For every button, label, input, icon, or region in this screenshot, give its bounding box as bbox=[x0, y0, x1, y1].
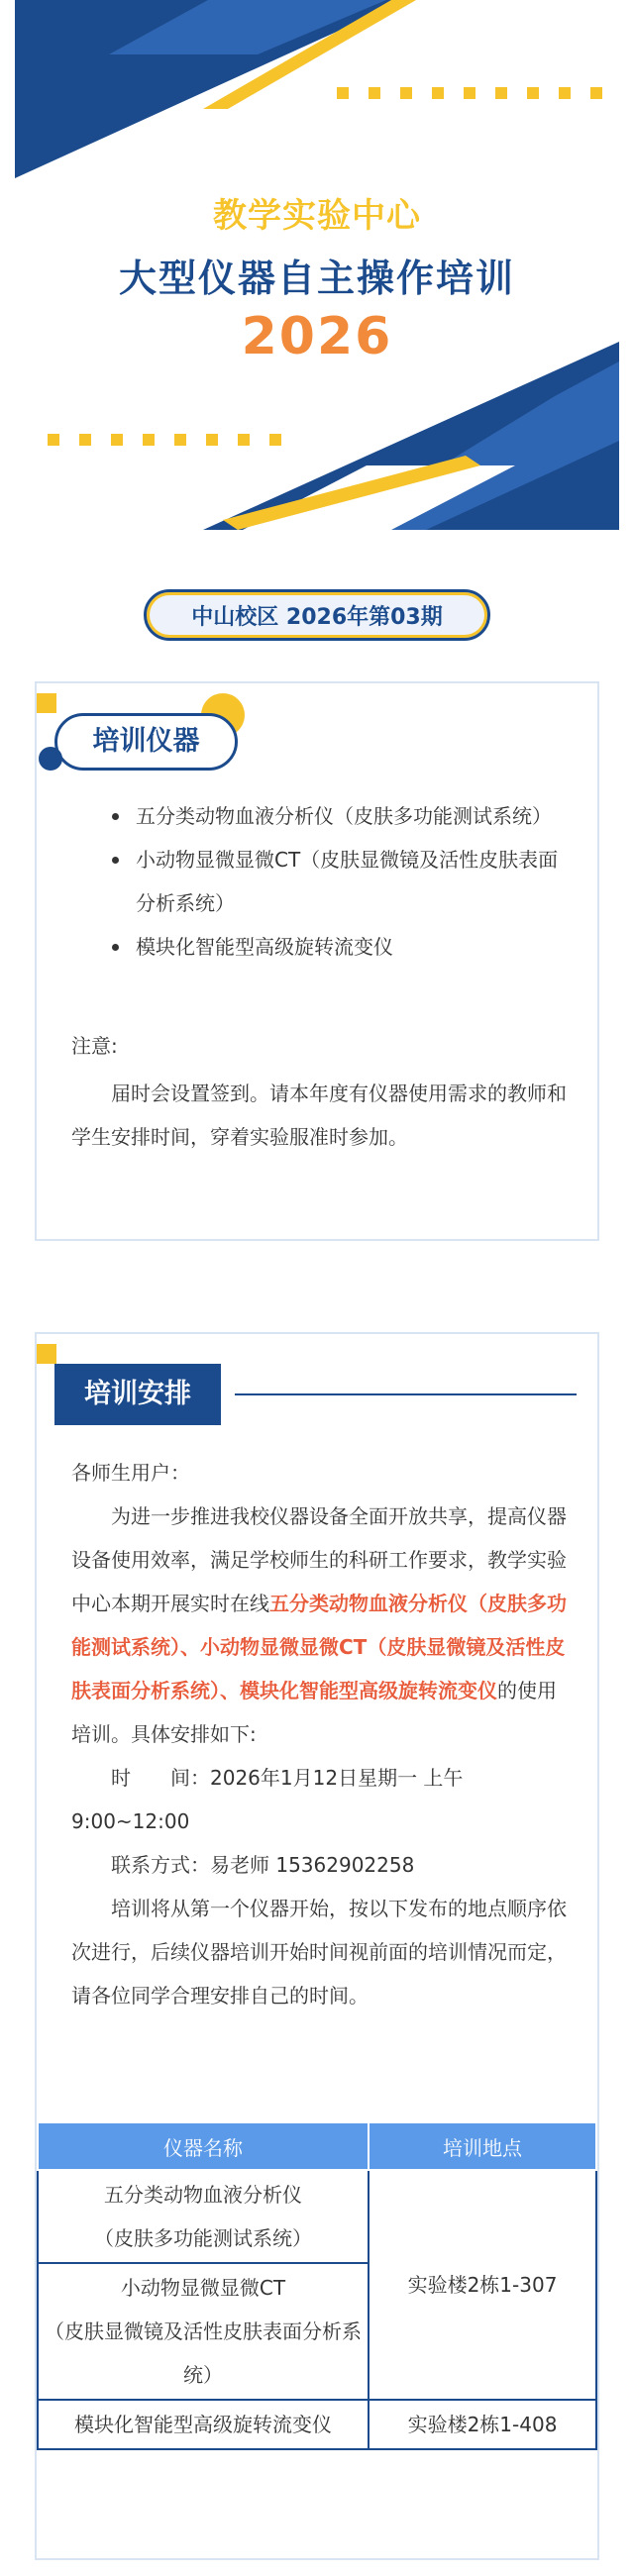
arrangement-card bbox=[35, 1332, 599, 2560]
header-banner bbox=[0, 0, 634, 555]
arrangement-body bbox=[71, 1451, 567, 2017]
instrument-list bbox=[106, 794, 572, 969]
center-title: 教学实验中心 bbox=[213, 196, 421, 236]
section-title-arrangement: 培训安排 bbox=[54, 1364, 221, 1425]
intro-text-end: 的使用培训。具体安排如下: bbox=[71, 1679, 557, 1746]
list-item: 模块化智能型高级旋转流变仪 bbox=[106, 925, 572, 969]
order-text: 培训将从第一个仪器开始，按以下发布的地点顺序依次进行，后续仪器培训开始时间视前面的培训情况而定，请各位同学合理安排自己的时间。 bbox=[71, 1897, 567, 2008]
intro-paragraph bbox=[71, 1494, 567, 1756]
table-cell: 模块化智能型高级旋转流变仪 bbox=[38, 2400, 369, 2449]
decor-square bbox=[37, 1344, 56, 1364]
table-cell: 实验楼2栋1-307 bbox=[369, 2170, 596, 2400]
intro-text: 为进一步推进我校仪器设备全面开放共享，提高仪器设备使用效率，满足学校师生的科研工作要求，教学实验中心本期开展实时在线 bbox=[71, 1504, 567, 1615]
year-title: 2026 bbox=[241, 307, 393, 366]
list-item: 五分类动物血液分析仪（皮肤多功能测试系统） bbox=[106, 794, 572, 838]
table-header: 培训地点 bbox=[369, 2122, 596, 2170]
instrument-highlight: 五分类动物血液分析仪（皮肤多功能测试系统）、小动物显微显微CT（皮肤显微镜及活性皮肤表面分析系统）、模块化智能型高级旋转流变仪 bbox=[71, 1592, 567, 1702]
section-title-instruments: 培训仪器 bbox=[54, 713, 238, 771]
table-row bbox=[38, 2170, 596, 2263]
contact-line: 联系方式：易老师 15362902258 bbox=[111, 1853, 415, 1877]
schedule-table bbox=[37, 2121, 597, 2450]
cell-line: 小动物显微显微CT bbox=[120, 2276, 286, 2300]
divider bbox=[235, 1393, 577, 1395]
note-label: 注意: bbox=[71, 1034, 118, 1058]
table-cell bbox=[38, 2263, 369, 2400]
list-item: 小动物显微显微CT（皮肤显微镜及活性皮肤表面分析系统） bbox=[106, 838, 572, 925]
table-header: 仪器名称 bbox=[38, 2122, 369, 2170]
table-cell: 实验楼2栋1-408 bbox=[369, 2400, 596, 2449]
decor-circle-blue bbox=[39, 747, 62, 771]
cell-line: 五分类动物血液分析仪 bbox=[104, 2183, 302, 2207]
instruments-card bbox=[35, 681, 599, 1241]
note-text: 届时会设置签到。请本年度有仪器使用需求的教师和学生安排时间，穿着实验服准时参加。 bbox=[71, 1082, 567, 1149]
table-cell bbox=[38, 2170, 369, 2263]
campus-badge: 中山校区 2026年第03期 bbox=[144, 589, 490, 641]
table-row bbox=[38, 2400, 596, 2449]
time-line: 时 间：2026年1月12日星期一 上午9:00~12:00 bbox=[71, 1766, 464, 1833]
decor-square bbox=[37, 693, 56, 713]
cell-line: （皮肤多功能测试系统） bbox=[94, 2226, 312, 2250]
greeting: 各师生用户： bbox=[71, 1461, 190, 1485]
cell-line: （皮肤显微镜及活性皮肤表面分析系统） bbox=[45, 2319, 362, 2387]
page-title: 大型仪器自主操作培训 bbox=[118, 257, 515, 300]
